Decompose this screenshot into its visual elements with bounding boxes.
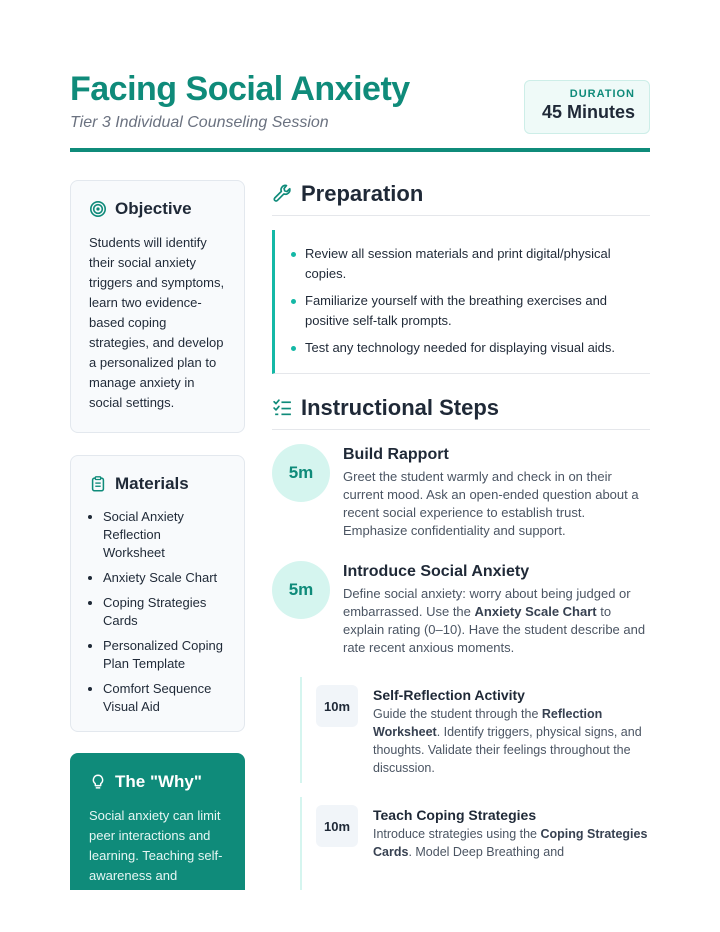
list-check-icon xyxy=(272,397,293,418)
why-text: Social anxiety can limit peer interactions and learning. Teaching self-awareness and xyxy=(89,808,223,883)
step-introduce-social-anxiety xyxy=(272,561,650,661)
material-item: • Anxiety Scale Chart xyxy=(103,569,226,587)
preparation-item: Review all session materials and print digital/physical copies. xyxy=(305,244,638,284)
substep-description: Introduce strategies using the Coping Strategies Cards. Model Deep Breathing and xyxy=(373,827,648,859)
material-item: • Coping Strategies Cards xyxy=(103,594,226,630)
clipboard-icon xyxy=(89,475,107,493)
substep-title: Self-Reflection Activity xyxy=(373,687,525,703)
target-icon xyxy=(89,200,107,218)
substep-time-badge: 10m xyxy=(316,685,358,727)
step-description: Define social anxiety: worry about being judged or embarrassed. Use the Anxiety Scale Chart to explain rating (0–10). Have the student describe and rate recent anxious moments. xyxy=(343,586,646,655)
step-title: Build Rapport xyxy=(343,446,449,463)
why-heading xyxy=(89,772,226,792)
page-subtitle: Tier 3 Individual Counseling Session xyxy=(70,114,329,131)
duration-badge xyxy=(524,80,650,134)
wrench-icon xyxy=(272,183,293,204)
materials-list xyxy=(89,508,226,716)
material-item: • Comfort Sequence Visual Aid xyxy=(103,680,226,716)
steps-title: Instructional Steps xyxy=(301,394,500,420)
step-time-badge: 5m xyxy=(272,561,330,619)
objective-heading xyxy=(89,199,226,219)
substep-description: Guide the student through the Reflection Worksheet. Identify triggers, physical signs, and thoughts. Validate their feelings throughout the discussion. xyxy=(373,707,642,775)
step-time-badge: 5m xyxy=(272,444,330,502)
substep-self-reflection xyxy=(316,685,650,780)
steps-header xyxy=(272,394,650,430)
lightbulb-icon xyxy=(89,773,107,791)
material-item: • Social Anxiety Reflection Worksheet xyxy=(103,508,226,562)
objective-text: Students will identify their social anxiety triggers and symptoms, learn two evidence-based coping strategies, and develop a personalized plan to manage anxiety in social settings. xyxy=(89,235,225,410)
preparation-list xyxy=(305,244,638,358)
page-header xyxy=(70,68,650,152)
objective-title: Objective xyxy=(115,199,192,218)
step-title: Introduce Social Anxiety xyxy=(343,563,530,580)
preparation-box xyxy=(272,230,650,374)
preparation-item: Test any technology needed for displaying visual aids. xyxy=(305,338,638,358)
substep-time-badge: 10m xyxy=(316,805,358,847)
substep-coping-strategies xyxy=(316,805,650,885)
preparation-item: Familiarize yourself with the breathing exercises and positive self-talk prompts. xyxy=(305,291,638,331)
objective-card xyxy=(70,180,245,433)
preparation-title: Preparation xyxy=(301,180,424,206)
materials-heading xyxy=(89,474,226,494)
materials-title: Materials xyxy=(115,474,189,493)
substep-timeline xyxy=(300,797,302,890)
material-item: • Personalized Coping Plan Template xyxy=(103,637,226,673)
preparation-header xyxy=(272,180,650,216)
substep-timeline xyxy=(300,677,302,783)
substep-title: Teach Coping Strategies xyxy=(373,807,537,823)
materials-card xyxy=(70,455,245,732)
page-title: Facing Social Anxiety xyxy=(70,70,410,108)
why-card xyxy=(70,753,245,890)
step-description: Greet the student warmly and check in on their current mood. Ask an open-ended question about a recent social experience to establish trust. Emphasize confidentiality and support. xyxy=(343,469,639,538)
step-build-rapport xyxy=(272,444,650,544)
duration-value: 45 Minutes xyxy=(541,102,635,122)
duration-label: DURATION xyxy=(569,88,635,100)
why-title: The "Why" xyxy=(115,772,202,791)
